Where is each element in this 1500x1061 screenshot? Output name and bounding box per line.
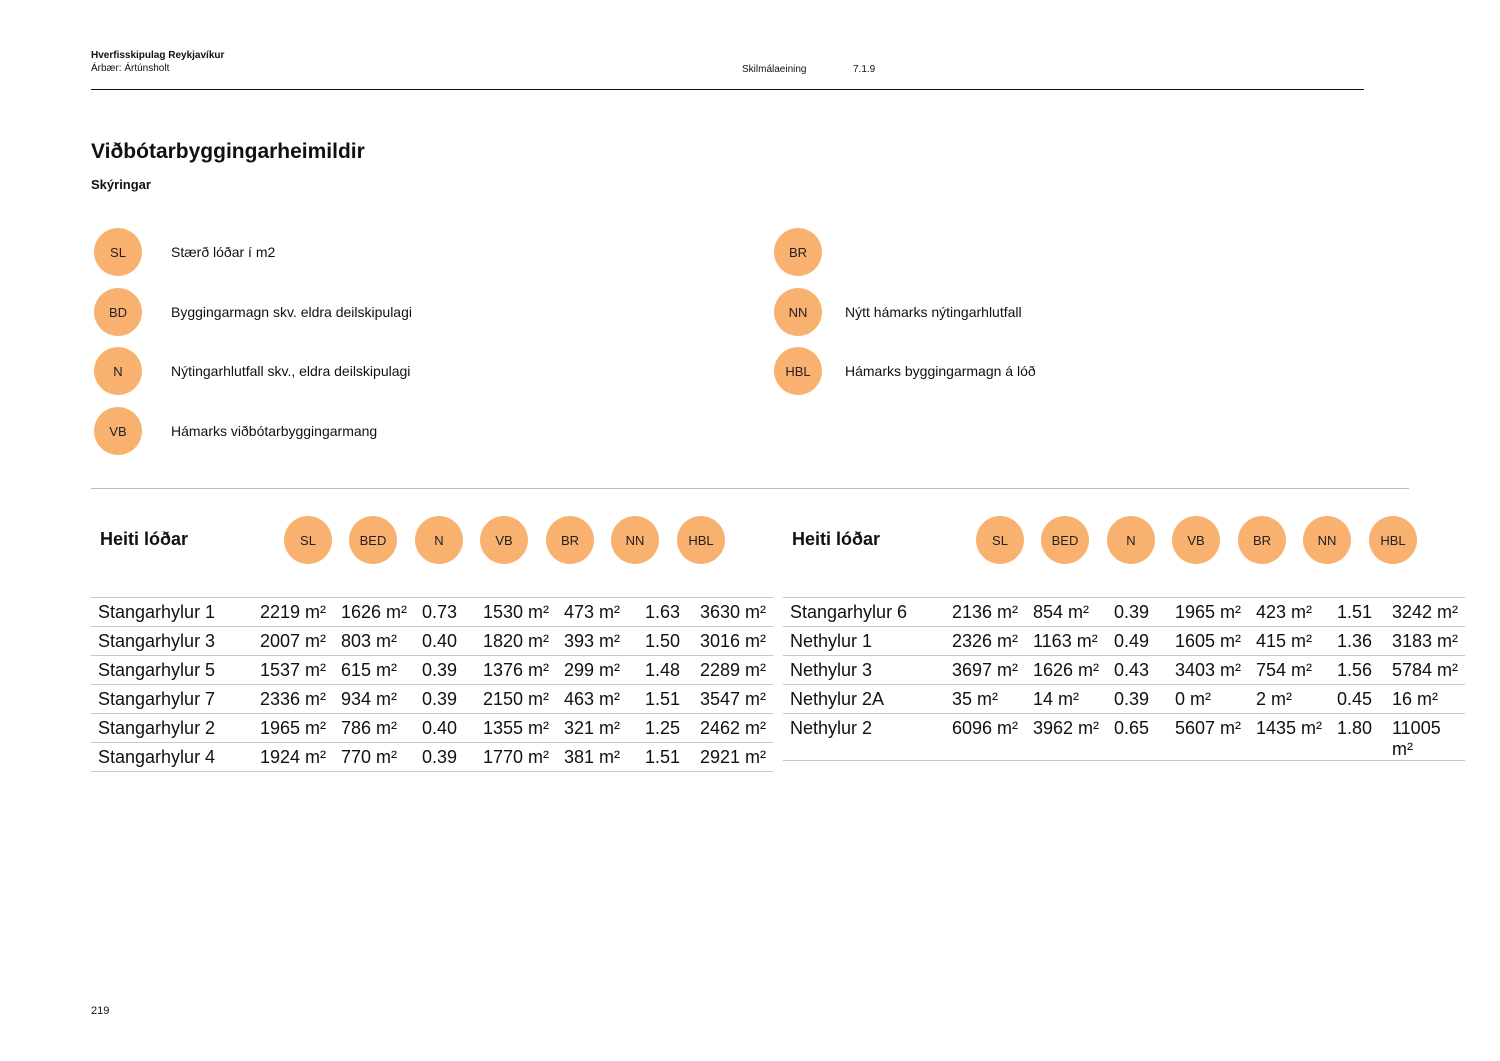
cell-n: 0.49 xyxy=(1107,627,1168,656)
table-row xyxy=(91,743,773,772)
cell-vb: 1605 m² xyxy=(1168,627,1249,656)
cell-vb: 1965 m² xyxy=(1168,598,1249,627)
cell-n: 0.40 xyxy=(415,714,476,743)
cell-bed: 3962 m² xyxy=(1026,714,1107,761)
column-badge-br: BR xyxy=(1238,516,1286,564)
table-row xyxy=(91,656,773,685)
cell-name: Nethylur 2A xyxy=(783,685,945,714)
cell-bed: 1626 m² xyxy=(1026,656,1107,685)
cell-br: 299 m² xyxy=(557,656,638,685)
table-row xyxy=(783,714,1465,761)
cell-name: Stangarhylur 5 xyxy=(91,656,253,685)
legend-badge: SL xyxy=(94,228,142,276)
cell-nn: 1.51 xyxy=(1330,598,1385,627)
legend-badge: BR xyxy=(774,228,822,276)
cell-name: Stangarhylur 2 xyxy=(91,714,253,743)
cell-nn: 1.50 xyxy=(638,627,693,656)
legend-badge: VB xyxy=(94,407,142,455)
column-badge-bed: BED xyxy=(349,516,397,564)
cell-sl: 1965 m² xyxy=(253,714,334,743)
cell-vb: 5607 m² xyxy=(1168,714,1249,761)
cell-br: 2 m² xyxy=(1249,685,1330,714)
cell-br: 463 m² xyxy=(557,685,638,714)
cell-n: 0.39 xyxy=(415,685,476,714)
column-badge-bed: BED xyxy=(1041,516,1089,564)
legend-item-vb xyxy=(94,407,378,455)
cell-name: Stangarhylur 4 xyxy=(91,743,253,772)
header-district: Árbær: Ártúnsholt xyxy=(91,63,170,74)
cell-name: Nethylur 3 xyxy=(783,656,945,685)
cell-nn: 1.51 xyxy=(638,743,693,772)
legend-item-bd xyxy=(94,288,412,336)
cell-sl: 2219 m² xyxy=(253,598,334,627)
cell-n: 0.39 xyxy=(1107,598,1168,627)
cell-nn: 1.51 xyxy=(638,685,693,714)
cell-nn: 1.56 xyxy=(1330,656,1385,685)
cell-sl: 1537 m² xyxy=(253,656,334,685)
cell-nn: 1.48 xyxy=(638,656,693,685)
cell-hbl: 2462 m² xyxy=(693,714,773,743)
cell-nn: 1.80 xyxy=(1330,714,1385,761)
legend-item-sl xyxy=(94,228,276,276)
cell-br: 1435 m² xyxy=(1249,714,1330,761)
cell-br: 321 m² xyxy=(557,714,638,743)
cell-sl: 2136 m² xyxy=(945,598,1026,627)
legend-badge: BD xyxy=(94,288,142,336)
cell-nn: 1.25 xyxy=(638,714,693,743)
cell-vb: 1376 m² xyxy=(476,656,557,685)
column-badge-n: N xyxy=(1107,516,1155,564)
cell-name: Nethylur 1 xyxy=(783,627,945,656)
table-row xyxy=(783,656,1465,685)
header-section-code: 7.1.9 xyxy=(853,64,876,75)
column-badge-br: BR xyxy=(546,516,594,564)
cell-br: 423 m² xyxy=(1249,598,1330,627)
column-badge-n: N xyxy=(415,516,463,564)
cell-sl: 2326 m² xyxy=(945,627,1026,656)
header-section-label: Skilmálaeining xyxy=(742,64,807,75)
legend-badge: NN xyxy=(774,288,822,336)
cell-hbl: 16 m² xyxy=(1385,685,1465,714)
column-badge-vb: VB xyxy=(480,516,528,564)
column-badge-nn: NN xyxy=(1303,516,1351,564)
legend-text: Hámarks viðbótarbyggingarmang xyxy=(171,423,378,439)
cell-br: 381 m² xyxy=(557,743,638,772)
legend-item-n xyxy=(94,347,411,395)
cell-sl: 6096 m² xyxy=(945,714,1026,761)
column-badge-hbl: HBL xyxy=(677,516,725,564)
table-right xyxy=(783,597,1465,761)
cell-name: Stangarhylur 3 xyxy=(91,627,253,656)
table-left xyxy=(91,597,773,772)
header-org: Hverfisskipulag Reykjavíkur xyxy=(91,50,225,61)
cell-bed: 786 m² xyxy=(334,714,415,743)
cell-vb: 2150 m² xyxy=(476,685,557,714)
cell-n: 0.39 xyxy=(415,656,476,685)
cell-br: 754 m² xyxy=(1249,656,1330,685)
cell-nn: 1.36 xyxy=(1330,627,1385,656)
cell-bed: 770 m² xyxy=(334,743,415,772)
cell-vb: 1820 m² xyxy=(476,627,557,656)
column-badge-sl: SL xyxy=(284,516,332,564)
cell-name: Stangarhylur 6 xyxy=(783,598,945,627)
column-badge-sl: SL xyxy=(976,516,1024,564)
cell-vb: 1355 m² xyxy=(476,714,557,743)
cell-hbl: 3547 m² xyxy=(693,685,773,714)
cell-vb: 0 m² xyxy=(1168,685,1249,714)
cell-br: 473 m² xyxy=(557,598,638,627)
legend-text: Nýtingarhlutfall skv., eldra deilskipulagi xyxy=(171,363,411,379)
legend-text: Nýtt hámarks nýtingarhlutfall xyxy=(845,304,1022,320)
header-divider xyxy=(91,89,1364,90)
legend-text: Byggingarmagn skv. eldra deilskipulagi xyxy=(171,304,412,320)
cell-bed: 854 m² xyxy=(1026,598,1107,627)
cell-nn: 1.63 xyxy=(638,598,693,627)
cell-hbl: 2921 m² xyxy=(693,743,773,772)
legend-item-hbl xyxy=(774,347,1036,395)
table-row xyxy=(91,714,773,743)
cell-n: 0.40 xyxy=(415,627,476,656)
table-left-name-header: Heiti lóðar xyxy=(100,529,189,549)
column-badge-hbl: HBL xyxy=(1369,516,1417,564)
page-number: 219 xyxy=(91,1005,110,1017)
table-row xyxy=(783,627,1465,656)
cell-bed: 803 m² xyxy=(334,627,415,656)
cell-sl: 2007 m² xyxy=(253,627,334,656)
cell-bed: 14 m² xyxy=(1026,685,1107,714)
table-row xyxy=(783,685,1465,714)
legend-badge: HBL xyxy=(774,347,822,395)
cell-n: 0.39 xyxy=(415,743,476,772)
legend-text: Hámarks byggingarmagn á lóð xyxy=(845,363,1036,379)
cell-name: Stangarhylur 1 xyxy=(91,598,253,627)
cell-br: 415 m² xyxy=(1249,627,1330,656)
cell-n: 0.43 xyxy=(1107,656,1168,685)
table-row xyxy=(91,685,773,714)
cell-hbl: 3183 m² xyxy=(1385,627,1465,656)
cell-name: Nethylur 2 xyxy=(783,714,945,761)
column-badge-nn: NN xyxy=(611,516,659,564)
cell-sl: 1924 m² xyxy=(253,743,334,772)
cell-nn: 0.45 xyxy=(1330,685,1385,714)
cell-vb: 1770 m² xyxy=(476,743,557,772)
page-title: Viðbótarbyggingarheimildir xyxy=(91,140,365,163)
cell-n: 0.73 xyxy=(415,598,476,627)
cell-hbl: 5784 m² xyxy=(1385,656,1465,685)
cell-br: 393 m² xyxy=(557,627,638,656)
table-right-name-header: Heiti lóðar xyxy=(792,529,881,549)
cell-n: 0.65 xyxy=(1107,714,1168,761)
cell-vb: 3403 m² xyxy=(1168,656,1249,685)
section-divider xyxy=(91,488,1409,489)
cell-bed: 1163 m² xyxy=(1026,627,1107,656)
cell-bed: 1626 m² xyxy=(334,598,415,627)
table-row xyxy=(783,598,1465,627)
cell-sl: 3697 m² xyxy=(945,656,1026,685)
legend-item-nn xyxy=(774,288,1022,336)
column-badge-vb: VB xyxy=(1172,516,1220,564)
cell-bed: 615 m² xyxy=(334,656,415,685)
cell-hbl: 2289 m² xyxy=(693,656,773,685)
table-row xyxy=(91,627,773,656)
cell-vb: 1530 m² xyxy=(476,598,557,627)
legend-badge: N xyxy=(94,347,142,395)
cell-hbl: 3242 m² xyxy=(1385,598,1465,627)
cell-n: 0.39 xyxy=(1107,685,1168,714)
cell-hbl: 3630 m² xyxy=(693,598,773,627)
table-row xyxy=(91,598,773,627)
cell-hbl: 11005 m² xyxy=(1385,714,1465,761)
cell-hbl: 3016 m² xyxy=(693,627,773,656)
legend-item-br xyxy=(774,228,822,276)
legend-subtitle: Skýringar xyxy=(91,177,151,192)
legend-text: Stærð lóðar í m2 xyxy=(171,244,276,260)
cell-sl: 2336 m² xyxy=(253,685,334,714)
cell-sl: 35 m² xyxy=(945,685,1026,714)
cell-name: Stangarhylur 7 xyxy=(91,685,253,714)
cell-bed: 934 m² xyxy=(334,685,415,714)
